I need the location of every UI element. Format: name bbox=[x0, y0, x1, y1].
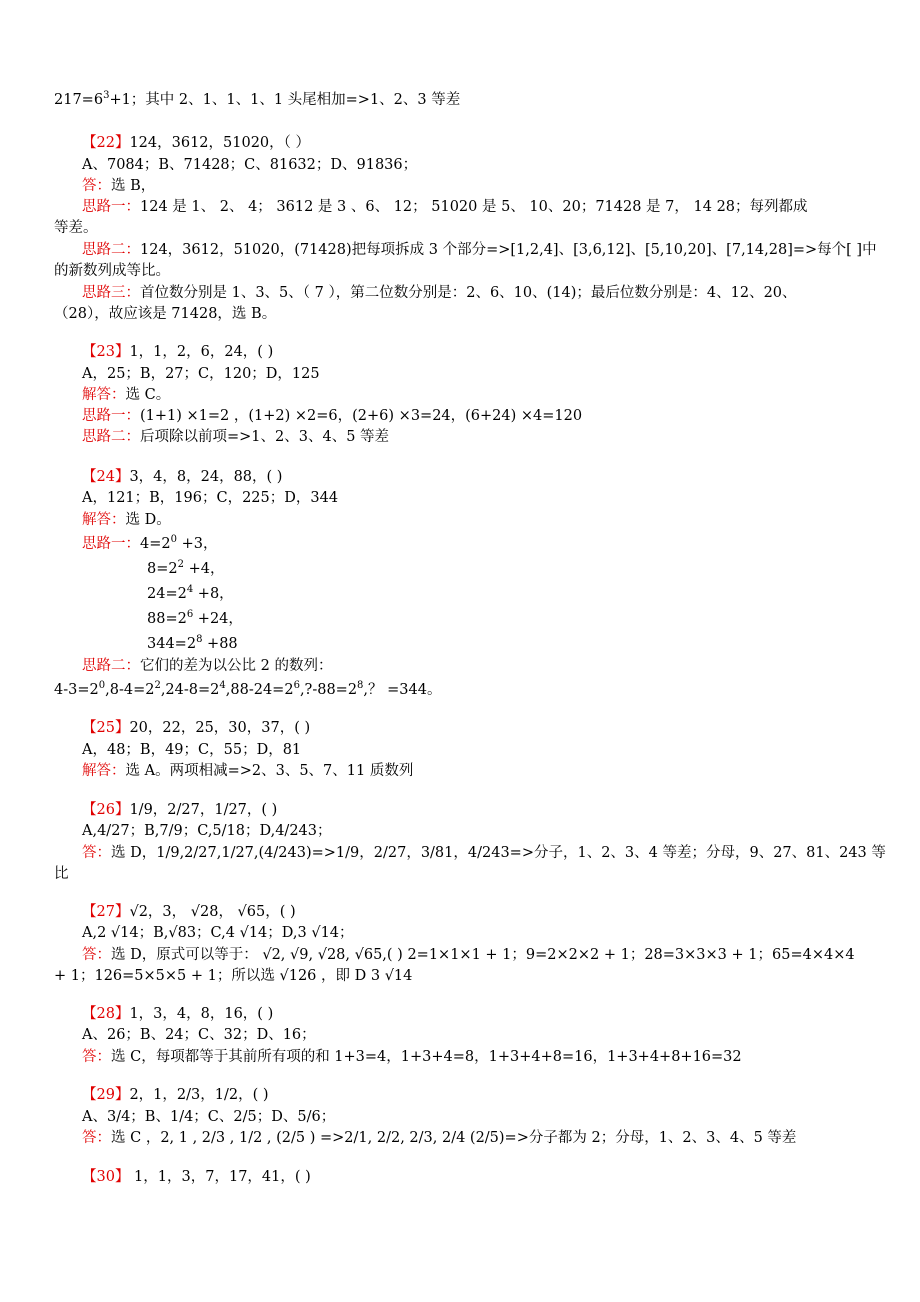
q25-stem: 20，22，25，30，37，( ) bbox=[129, 720, 311, 736]
q30-stem: 1，1，3，7，17，41，( ) bbox=[129, 1169, 311, 1185]
q24-calc1: 4-3=2 bbox=[54, 682, 99, 698]
q24-calc4-exp: 6 bbox=[293, 680, 300, 691]
q25-heading bbox=[82, 718, 310, 738]
q29-stem: 2，1，2/3，1/2，( ) bbox=[129, 1087, 269, 1103]
intro-text: +1；其中 2、1、1、1、1 头尾相加=>1、2、3 等差 bbox=[109, 92, 461, 108]
q25-answer bbox=[82, 761, 413, 781]
q24-answer-label: 解答： bbox=[82, 512, 126, 528]
q22-s1-text: 124 是 1、 2、 4； 3612 是 3 、6、 12； 51020 是 5、 10、20；71428 是 7， 14 28；每列都成 bbox=[140, 199, 808, 215]
q22-s1-label: 思路一： bbox=[82, 199, 140, 215]
q22-number: 【22】 bbox=[82, 135, 130, 151]
q24-eq4-rest: +24， bbox=[193, 611, 243, 627]
q22-s3-label: 思路三： bbox=[82, 285, 140, 301]
q23-options: A，25；B，27；C，120；D，125 bbox=[82, 366, 320, 382]
q24-eq1-exp: 0 bbox=[170, 534, 177, 545]
q23-answer-text: 选 C。 bbox=[125, 387, 171, 403]
q23-s1-label: 思路一： bbox=[82, 408, 140, 424]
q29-answer bbox=[82, 1128, 796, 1148]
q30-heading bbox=[82, 1167, 311, 1187]
q24-eq3-rest: +8， bbox=[193, 586, 234, 602]
q22-s2-continuation: 的新数列成等比。 bbox=[54, 263, 170, 279]
q24-answer-text: 选 D。 bbox=[125, 512, 171, 528]
q26-number: 【26】 bbox=[82, 802, 130, 818]
q24-calc5-exp: 8 bbox=[357, 680, 364, 691]
q24-calc2-exp: 2 bbox=[154, 680, 161, 691]
q27-answer-text: 选 D，原式可以等于： √2, √9, √28, √65,( ) 2=1×1×1 + 1；9=2×2×2 + 1；28=3×3×3 + 1；65=4×4×4 bbox=[111, 947, 855, 963]
q23-stem: 1，1，2，6，24，( ) bbox=[129, 344, 274, 360]
q27-answer-label: 答： bbox=[82, 947, 111, 963]
q22-answer bbox=[82, 176, 155, 196]
q22-s2-text: 124，3612，51020，(71428)把每项拆成 3 个部分=>[1,2,4]、[3,6,12]、[5,10,20]、[7,14,28]=>每个[ ]中 bbox=[140, 242, 877, 258]
intro-line bbox=[54, 90, 460, 110]
q26-stem: 1/9，2/27，1/27，( ) bbox=[129, 802, 278, 818]
q24-eq5-base: 344=2 bbox=[147, 636, 197, 652]
q24-eq1-rest: +3， bbox=[176, 536, 218, 552]
q24-heading bbox=[82, 467, 282, 487]
q27-stem: √2，3， √28， √65，( ) bbox=[129, 904, 296, 920]
q24-eq1-base: 4=2 bbox=[140, 536, 171, 552]
q22-solution-2 bbox=[82, 240, 877, 260]
q24-solution-1 bbox=[82, 534, 217, 554]
q24-stem: 3，4，8，24，88，( ) bbox=[129, 469, 283, 485]
q25-answer-text: 选 A。两项相减=>2、3、5、7、11 质数列 bbox=[125, 763, 414, 779]
q26-heading bbox=[82, 800, 277, 820]
q24-eq4-exp: 6 bbox=[186, 609, 194, 620]
q29-heading bbox=[82, 1085, 269, 1105]
q22-answer-text: 选 B， bbox=[111, 178, 156, 194]
q24-calc5: ,?-88=2 bbox=[299, 682, 358, 698]
q24-eq3-exp: 4 bbox=[186, 584, 194, 595]
q22-solution-3 bbox=[82, 283, 797, 303]
q24-eq2 bbox=[147, 559, 224, 579]
q28-number: 【28】 bbox=[82, 1006, 130, 1022]
q30-number: 【30】 bbox=[82, 1169, 130, 1185]
q23-answer bbox=[82, 385, 170, 405]
q24-eq2-rest: +4， bbox=[183, 561, 225, 577]
q24-calc3: ,24-8=2 bbox=[160, 682, 220, 698]
q23-heading bbox=[82, 342, 273, 362]
q28-answer-label: 答： bbox=[82, 1049, 111, 1065]
q22-s2-label: 思路二： bbox=[82, 242, 140, 258]
q24-solution-2 bbox=[82, 656, 332, 676]
q29-answer-text: 选 C ，2, 1 , 2/3 , 1/2 , (2/5 ) =>2/1, 2/2, 2/3, 2/4 (2/5)=>分子都为 2；分母，1、2、3、4、5 等差 bbox=[111, 1130, 797, 1146]
q29-answer-label: 答： bbox=[82, 1130, 111, 1146]
q23-solution-2 bbox=[82, 427, 389, 447]
q23-solution-1 bbox=[82, 406, 582, 426]
q24-options: A，121；B，196；C，225；D，344 bbox=[82, 490, 339, 506]
q24-eq2-exp: 2 bbox=[177, 559, 184, 570]
q23-s2-text: 后项除以前项=>1、2、3、4、5 等差 bbox=[140, 429, 390, 445]
q24-calc3-exp: 4 bbox=[219, 680, 226, 691]
q22-s3-text: 首位数分别是 1、3、5、（ 7 ），第二位数分别是：2、6、10、(14)；最后位数分别是：4、12、20、 bbox=[140, 285, 797, 301]
q24-eq5-rest: +88 bbox=[202, 636, 238, 652]
q24-number: 【24】 bbox=[82, 469, 130, 485]
q25-answer-label: 解答： bbox=[82, 763, 126, 779]
q26-answer-text: 选 D，1/9,2/27,1/27,(4/243)=>1/9，2/27，3/81，4/243=>分子，1、2、3、4 等差；分母，9、27、81、243 等 bbox=[111, 845, 886, 861]
q23-number: 【23】 bbox=[82, 344, 130, 360]
intro-exponent: 3 bbox=[103, 90, 110, 101]
q27-options: A,2 √14；B,√83；C,4 √14；D,3 √14； bbox=[82, 925, 354, 941]
q24-s1-label: 思路一： bbox=[82, 536, 140, 552]
q24-s2-calc bbox=[54, 680, 441, 700]
intro-base: 217=6 bbox=[54, 92, 104, 108]
q24-calc2: ,8-4=2 bbox=[105, 682, 155, 698]
q22-answer-label: 答： bbox=[82, 178, 111, 194]
q23-answer-label: 解答： bbox=[82, 387, 126, 403]
q28-answer-text: 选 C，每项都等于其前所有项的和 1+3=4，1+3+4=8，1+3+4+8=16，1+3+4+8+16=32 bbox=[111, 1049, 742, 1065]
q25-number: 【25】 bbox=[82, 720, 130, 736]
q24-eq2-base: 8=2 bbox=[147, 561, 178, 577]
q24-s2-label: 思路二： bbox=[82, 658, 140, 674]
q24-eq4-base: 88=2 bbox=[147, 611, 187, 627]
q27-answer bbox=[82, 945, 855, 965]
q27-heading bbox=[82, 902, 296, 922]
q22-s3-continuation: （28），故应该是 71428，选 B。 bbox=[54, 306, 277, 322]
q29-number: 【29】 bbox=[82, 1087, 130, 1103]
q29-options: A、3/4；B、1/4；C、2/5；D、5/6； bbox=[82, 1109, 336, 1125]
q24-calc-end: ,？ =344。 bbox=[363, 682, 442, 698]
q25-options: A，48；B，49；C，55；D，81 bbox=[82, 742, 302, 758]
q26-answer bbox=[82, 843, 886, 863]
q24-eq3-base: 24=2 bbox=[147, 586, 187, 602]
q22-stem: 124，3612，51020，（ ） bbox=[129, 135, 311, 151]
q24-eq5 bbox=[147, 634, 238, 654]
q24-eq4 bbox=[147, 609, 243, 629]
q26-answer-label: 答： bbox=[82, 845, 111, 861]
q22-solution-1 bbox=[82, 197, 808, 217]
q26-options: A,4/27；B,7/9；C,5/18；D,4/243； bbox=[82, 823, 332, 839]
q24-calc4: ,88-24=2 bbox=[225, 682, 294, 698]
q24-eq3 bbox=[147, 584, 234, 604]
q24-calc1-exp: 0 bbox=[98, 680, 106, 691]
q28-answer bbox=[82, 1047, 742, 1067]
q22-heading bbox=[82, 133, 310, 153]
q24-answer bbox=[82, 510, 171, 530]
q24-eq5-exp: 8 bbox=[196, 634, 203, 645]
q22-options: A、7084；B、71428；C、81632；D、91836； bbox=[82, 157, 418, 173]
q24-s2-text: 它们的差为以公比 2 的数列： bbox=[140, 658, 333, 674]
q28-options: A、26；B、24；C、32；D、16； bbox=[82, 1027, 316, 1043]
q22-s1-continuation: 等差。 bbox=[54, 220, 98, 236]
q23-s1-text: (1+1) ×1=2 ，(1+2) ×2=6，(2+6) ×3=24，(6+24) ×4=120 bbox=[140, 408, 583, 424]
q28-heading bbox=[82, 1004, 273, 1024]
q23-s2-label: 思路二： bbox=[82, 429, 140, 445]
q27-number: 【27】 bbox=[82, 904, 130, 920]
q26-answer-continuation: 比 bbox=[54, 866, 69, 882]
q28-stem: 1，3，4，8，16，( ) bbox=[129, 1006, 274, 1022]
q27-answer-continuation: + 1；126=5×5×5 + 1；所以选 √126 ，即 D 3 √14 bbox=[54, 968, 413, 984]
